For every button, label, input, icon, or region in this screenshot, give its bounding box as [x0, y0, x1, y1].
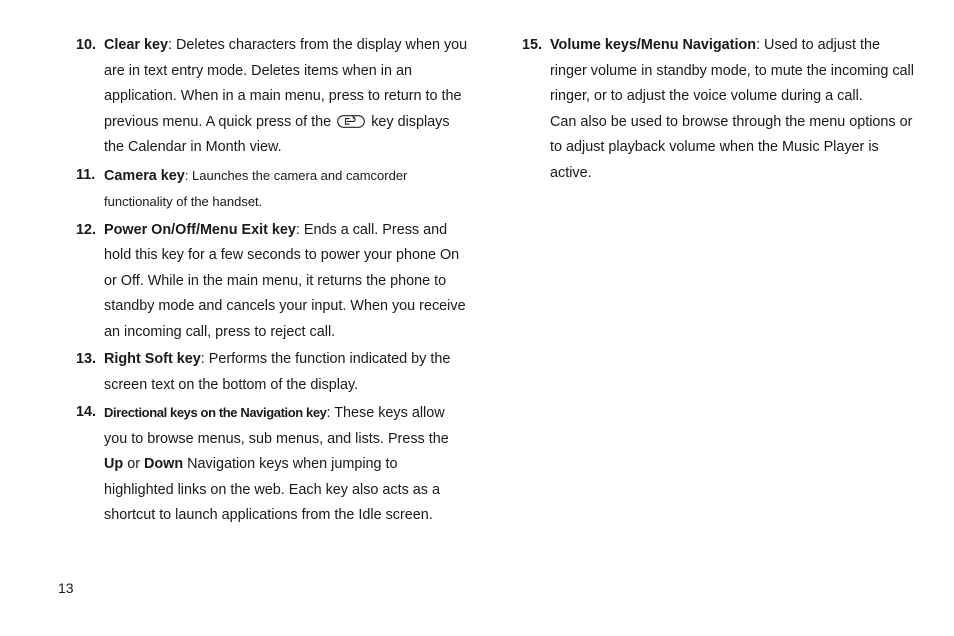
list-item-power-key — [76, 218, 468, 346]
item-description: : Ends a call. Press and hold this key for a few seconds to power your phone On or Off. While in the main menu, it returns the phone to standby mode and cancels your input. When you receive an incoming call, press to reject call. — [104, 221, 466, 340]
list-item-right-soft-key — [76, 347, 468, 398]
item-number: 14. — [76, 404, 97, 420]
down-key-label: Down — [143, 456, 184, 472]
up-key-label: Up — [104, 456, 124, 472]
item-key-name: Volume keys/Menu Navigation — [550, 37, 757, 53]
item-description: : Performs the function indicated by the screen text on the bottom of the display. — [104, 351, 451, 393]
item-description-or: or — [127, 456, 140, 472]
item-number: 11. — [76, 166, 96, 183]
list-item-directional-keys — [76, 400, 468, 529]
page-number: 13 — [58, 580, 74, 596]
item-key-name: Camera key — [104, 167, 185, 184]
item-key-name: Power On/Off/Menu Exit key — [104, 221, 296, 238]
item-description: : These keys allow you to browse menus, sub menus, and lists. Press the — [104, 405, 449, 447]
item-number: 15. — [522, 37, 543, 53]
item-description-continued: key displays the Calendar in Month view. — [104, 113, 450, 155]
item-description: : Launches the camera and camcorder functionality of the handset. — [104, 167, 408, 209]
item-description-continued: Navigation keys when jumping to highlighted links on the web. Each key also acts as a shortcut to launch applications from the Idle screen. — [104, 456, 440, 523]
right-column — [522, 33, 914, 186]
list-item-volume-keys — [522, 33, 914, 186]
item-key-name: Clear key — [104, 37, 169, 53]
item-number: 12. — [76, 221, 97, 238]
item-extra-paragraph: Can also be used to browse through the menu options or to adjust playback volume when the Music Player is active. — [550, 113, 913, 181]
item-description: : Used to adjust the ringer volume in standby mode, to mute the incoming call ringer, or to adjust the voice volume during a call. — [550, 37, 914, 104]
list-item-camera-key — [76, 163, 468, 216]
back-key-icon — [337, 112, 365, 125]
item-key-name: Right Soft key — [104, 351, 201, 367]
list-item-clear-key — [76, 33, 468, 161]
item-number: 10. — [76, 37, 97, 53]
left-column — [76, 33, 468, 529]
item-number: 13. — [76, 351, 97, 367]
item-description: : Deletes characters from the display when you are in text entry mode. Deletes items when in an application. When in a main menu, press to return to the previous menu. A quick press of the — [104, 37, 468, 130]
item-key-name: Directional keys on the Navigation key — [104, 405, 327, 420]
